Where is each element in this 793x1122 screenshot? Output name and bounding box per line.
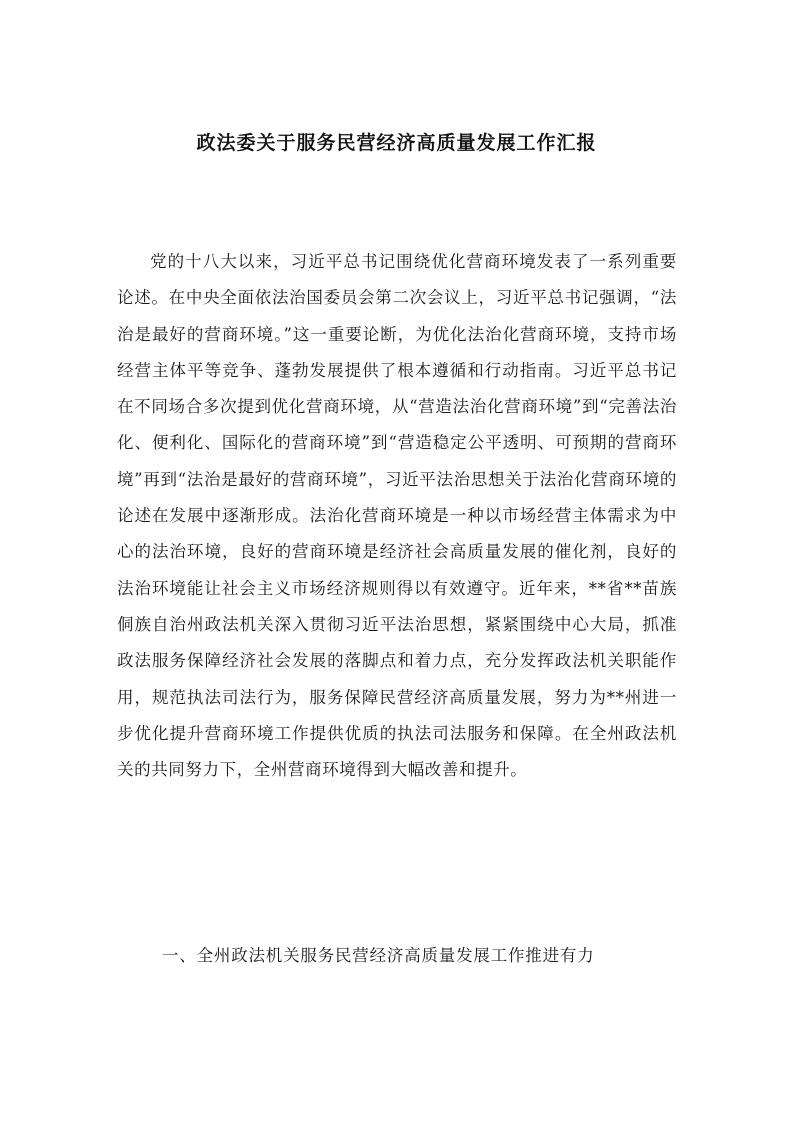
section-heading: 一、全州政法机关服务民营经济高质量发展工作推进有力 xyxy=(162,946,595,965)
document-title: 政法委关于服务民营经济高质量发展工作汇报 xyxy=(196,132,597,154)
body-paragraph: 党的十八大以来，习近平总书记围绕优化营商环境发表了一系列重要论述。在中央全面依法治国委员会第二次会议上，习近平总书记强调，“法治是最好的营商环境。”这一重要论断，为优化法治化营商环境，支持市场经营主体平等竞争、蓬勃发展提供了根本遵循和行动指南。习近平总书记在不同场合多次提到优化营商环境，从“营造法治化营商环境”到“完善法治化、便利化、国际化的营商环境”到“营造稳定公平透明、可预期的营商环境”再到“法治是最好的营商环境”，习近平法治思想关于法治化营商环境的论述在发展中逐渐形成。法治化营商环境是一种以市场经营主体需求为中心的法治环境，良好的营商环境是经济社会高质量发展的催化剂，良好的法治环境能让社会主义市场经济规则得以有效遵守。近年来，**省**苗族侗族自治州政法机关深入贯彻习近平法治思想，紧紧围绕中心大局，抓准政法服务保障经济社会发展的落脚点和着力点，充分发挥政法机关职能作用，规范执法司法行为，服务保障民营经济高质量发展，努力为**州进一步优化提升营商环境工作提供优质的执法司法服务和保障。在全州政法机关的共同努力下，全州营商环境得到大幅改善和提升。 xyxy=(117,252,677,780)
